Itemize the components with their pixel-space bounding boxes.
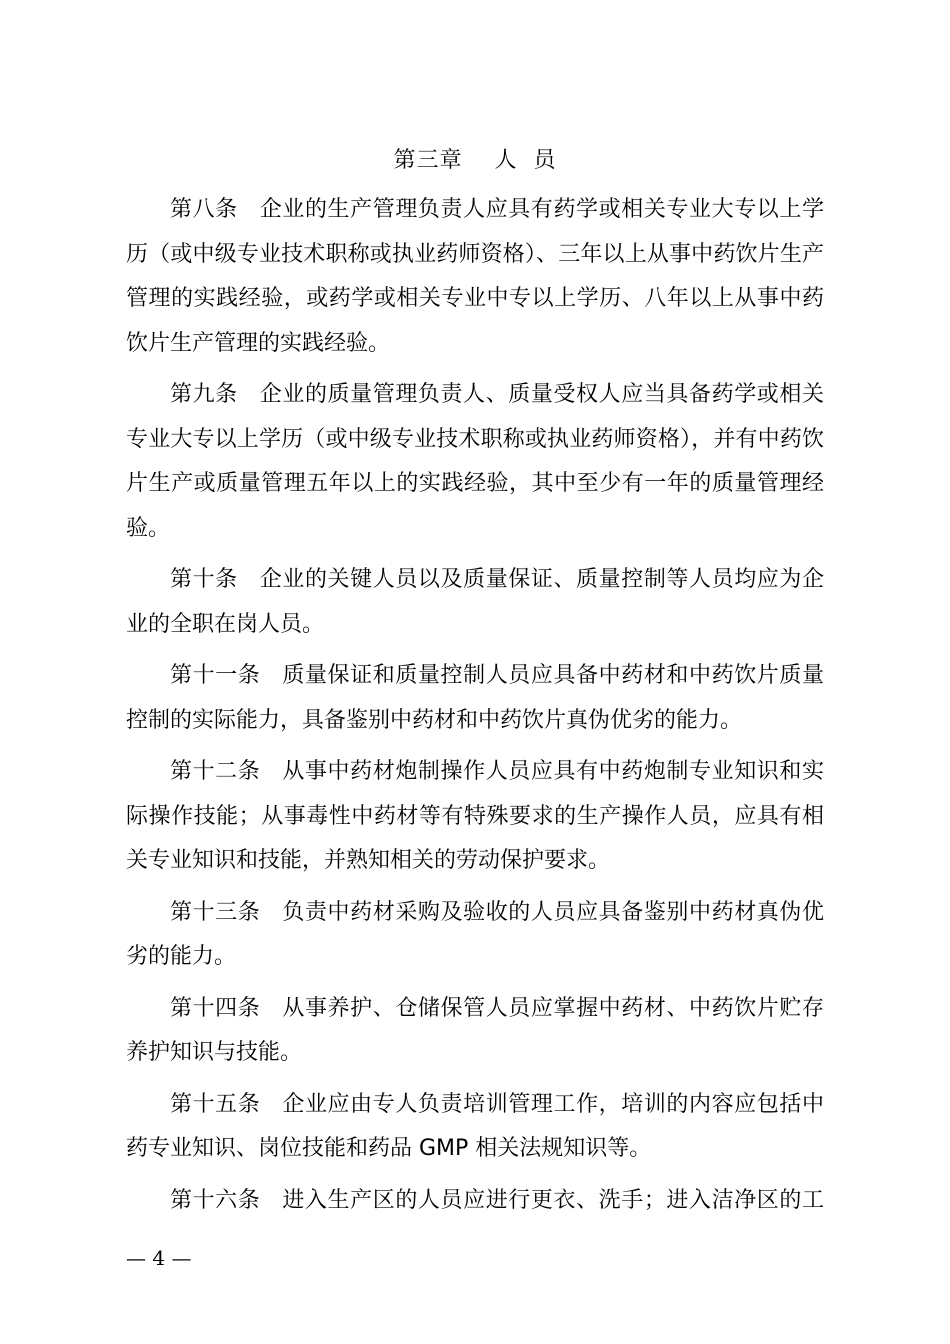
article-text: 从事中药材炮制操作人员应具有中药炮制专业知识和实际操作技能；从事毒性中药材等有特殊要求的生产操作人员，应具有相关专业知识和技能，并熟知相关的劳动保护要求。 [126, 759, 824, 873]
article-number: 第十六条 [170, 1187, 261, 1213]
article-list [126, 188, 824, 1228]
article-text: 企业的质量管理负责人、质量受权人应当具备药学或相关专业大专以上学历（或中级专业技术职称或执业药师资格），并有中药饮片生产或质量管理五年以上的实践经验，其中至少有一年的质量管理经验。 [126, 382, 824, 541]
article-number: 第十一条 [170, 663, 261, 688]
article-9 [126, 373, 824, 551]
article-8 [126, 188, 824, 366]
article-text: 质量保证和质量控制人员应具备中药材和中药饮片质量控制的实际能力，具备鉴别中药材和中药饮片真伪优劣的能力。 [126, 663, 824, 733]
page-number: — 4 — [126, 1246, 192, 1270]
article-number: 第十四条 [170, 995, 261, 1021]
article-text: 从事养护、仓储保管人员应掌握中药材、中药饮片贮存养护知识与技能。 [126, 995, 824, 1065]
article-12 [126, 750, 824, 884]
article-number: 第十五条 [170, 1091, 261, 1117]
article-13 [126, 891, 824, 980]
article-text: 企业应由专人负责培训管理工作，培训的内容应包括中药专业知识、岗位技能和药品 GMP 相关法规知识等。 [126, 1091, 824, 1161]
chapter-title: 第三章 人 员 [393, 148, 557, 173]
article-number: 第九条 [170, 382, 238, 407]
article-16 [126, 1179, 824, 1229]
article-number: 第八条 [170, 197, 238, 222]
article-number: 第十二条 [170, 759, 261, 784]
article-number: 第十条 [170, 567, 238, 592]
article-number: 第十三条 [170, 899, 261, 925]
article-text: 企业的生产管理负责人应具有药学或相关专业大专以上学历（或中级专业技术职称或执业药师资格）、三年以上从事中药饮片生产管理的实践经验，或药学或相关专业中专以上学历、八年以上从事中药饮片生产管理的实践经验。 [126, 197, 824, 356]
article-15 [126, 1083, 824, 1172]
article-text: 企业的关键人员以及质量保证、质量控制等人员均应为企业的全职在岗人员。 [126, 567, 824, 637]
article-10 [126, 558, 824, 647]
article-text: 负责中药材采购及验收的人员应具备鉴别中药材真伪优劣的能力。 [126, 899, 824, 969]
article-text: 进入生产区的人员应进行更衣、洗手；进入洁净区的工 [282, 1187, 824, 1213]
article-14 [126, 987, 824, 1076]
article-11 [126, 654, 824, 743]
